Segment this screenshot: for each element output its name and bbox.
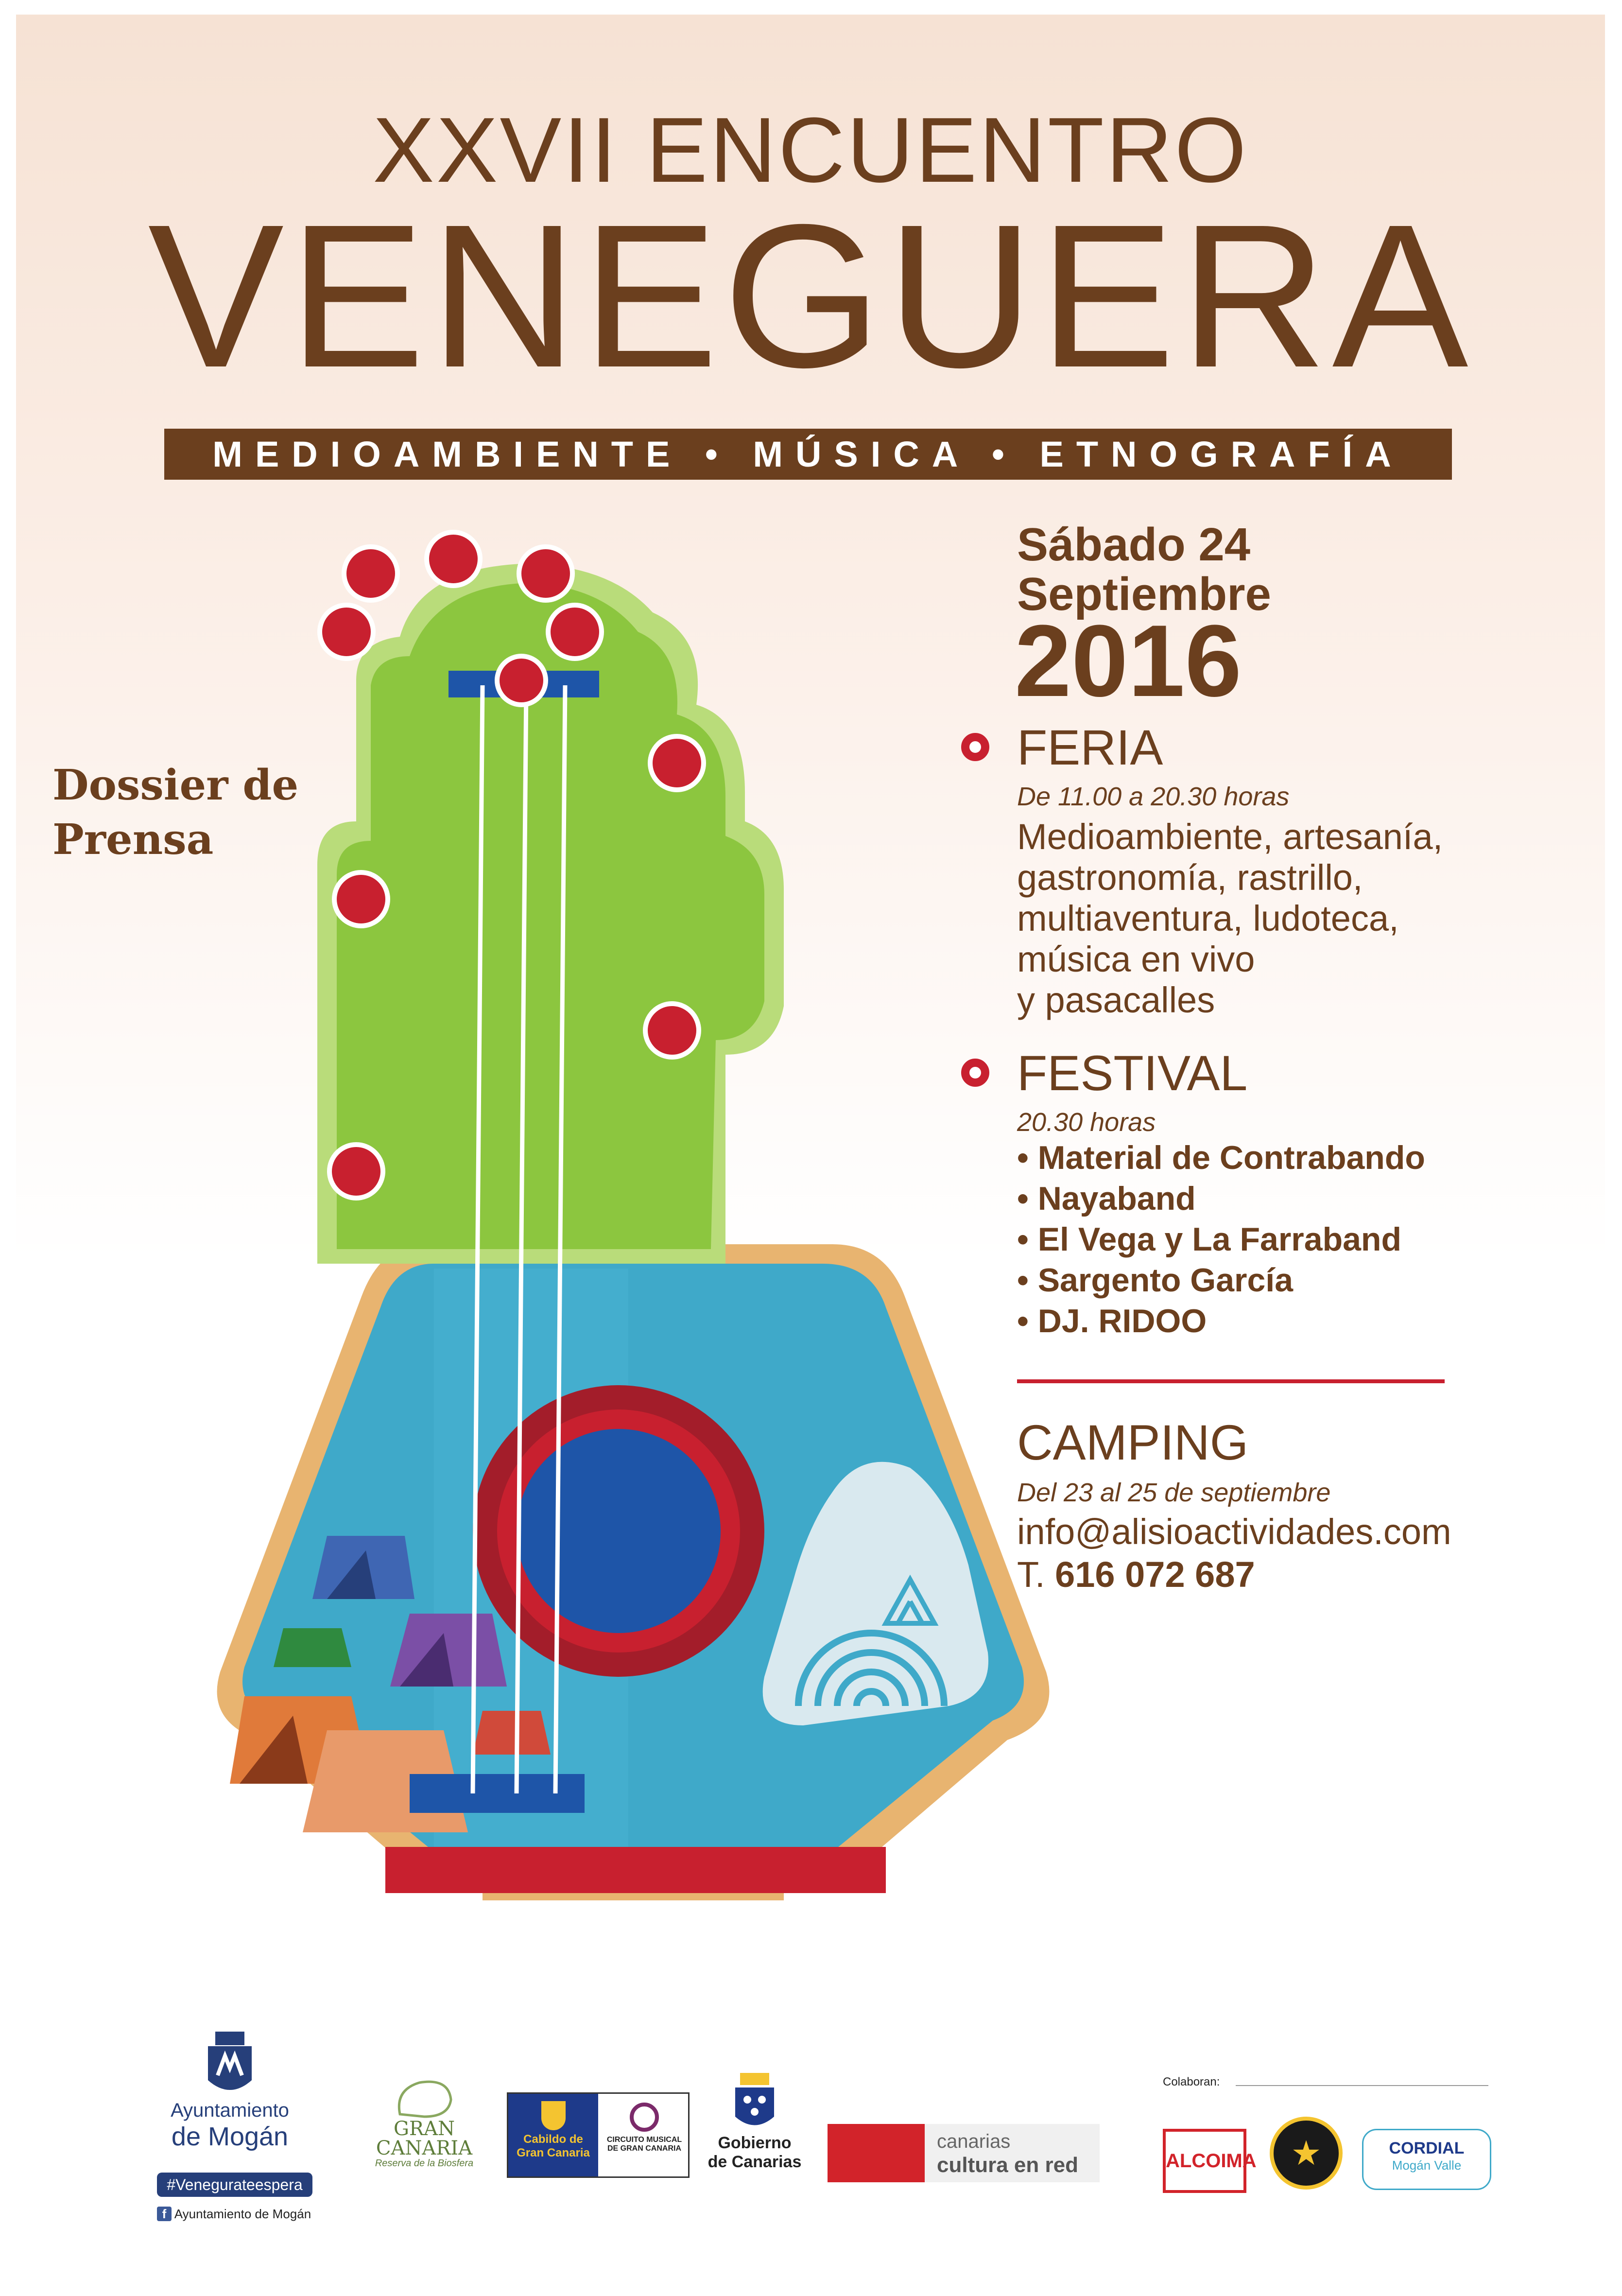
gran-canaria-line1: GRAN xyxy=(394,2118,455,2140)
circuito-line1: CIRCUITO MUSICAL xyxy=(606,2136,682,2144)
cabildo-shield-icon xyxy=(541,2101,566,2130)
phone-prefix: T. xyxy=(1017,1554,1045,1595)
facebook-label: Ayuntamiento de Mogán xyxy=(174,2207,311,2221)
phone-number: 616 072 687 xyxy=(1055,1554,1255,1595)
band-item: • Nayaband xyxy=(1017,1180,1196,1217)
colaboran-rule xyxy=(1236,2085,1488,2086)
cultura-en-red-mark-icon xyxy=(828,2124,925,2182)
festival-title: FESTIVAL xyxy=(1017,1045,1248,1101)
logo-cordial xyxy=(1362,2129,1491,2190)
themes-banner: MEDIOAMBIENTE • MÚSICA • ETNOGRAFÍA xyxy=(164,429,1452,480)
mogan-line2: de Mogán xyxy=(171,2122,289,2151)
feria-bullet-icon xyxy=(961,733,989,761)
feria-line: y pasacalles xyxy=(1017,980,1215,1020)
camping-email[interactable]: info@alisioactividades.com xyxy=(1017,1512,1451,1552)
logo-cabildo-circuito xyxy=(507,2092,690,2178)
mogan-line1: Ayuntamiento xyxy=(171,2100,289,2121)
cordial-line1: CORDIAL xyxy=(1389,2139,1465,2157)
tent-green xyxy=(274,1628,351,1667)
colaboran-label: Colaboran: xyxy=(1163,2075,1220,2088)
sound-hole xyxy=(517,1429,721,1633)
festival-lineup xyxy=(1017,1137,1425,1341)
gobierno-line1: Gobierno xyxy=(718,2134,792,2152)
feria-line: Medioambiente, artesanía, xyxy=(1017,817,1443,857)
band-item: • DJ. RIDOO xyxy=(1017,1303,1207,1339)
logo-gobierno-canarias xyxy=(701,2070,808,2172)
section-divider xyxy=(1017,1379,1445,1383)
cabildo-line1: Cabildo de xyxy=(523,2133,583,2146)
gran-canaria-sub: Reserva de la Biosfera xyxy=(375,2158,474,2169)
guitar-bridge xyxy=(410,1774,585,1813)
main-title: VENEGUERA xyxy=(148,182,1473,410)
logo-alcoima: ALCOIMA xyxy=(1163,2129,1246,2193)
band-item: • Sargento García xyxy=(1017,1262,1294,1299)
feria-title: FERIA xyxy=(1017,720,1163,775)
gran-canaria-island-icon xyxy=(390,2075,458,2119)
guitar-cactus-illustration xyxy=(172,520,1095,1900)
feria-line: gastronomía, rastrillo, xyxy=(1017,857,1363,898)
facebook-link[interactable] xyxy=(157,2207,311,2222)
cabildo-line2: Gran Canaria xyxy=(517,2146,590,2159)
camping-phone xyxy=(1017,1554,1255,1595)
camping-dates: Del 23 al 25 de septiembre xyxy=(1017,1478,1331,1507)
gran-canaria-line2: CANARIA xyxy=(376,2137,473,2159)
circuito-note-icon xyxy=(630,2103,659,2132)
guitar-base-foot xyxy=(483,1893,784,1900)
feria-line: música en vivo xyxy=(1017,939,1255,979)
cabildo-panel xyxy=(508,2094,598,2176)
date-month: Septiembre xyxy=(1017,568,1271,620)
logo-mogan xyxy=(157,2027,303,2152)
feria-activities xyxy=(1017,817,1443,1021)
festival-hours: 20.30 horas xyxy=(1017,1108,1156,1137)
circuito-line2: DE GRAN CANARIA xyxy=(607,2144,681,2153)
cordial-line2: Mogán Valle xyxy=(1392,2158,1462,2173)
feria-line: multiaventura, ludoteca, xyxy=(1017,898,1399,939)
logo-cultura-en-red xyxy=(828,2124,1100,2182)
mogan-crest-icon xyxy=(203,2027,257,2100)
band-item: • El Vega y La Farraband xyxy=(1017,1221,1401,1258)
star-badge-icon: ★ xyxy=(1270,2117,1343,2190)
sponsor-logos xyxy=(16,1998,1605,2270)
edition-title: XXVII ENCUENTRO xyxy=(373,99,1248,202)
date-year: 2016 xyxy=(1015,604,1242,718)
facebook-icon: f xyxy=(157,2207,172,2221)
feria-hours: De 11.00 a 20.30 horas xyxy=(1017,782,1290,811)
dossier-line1: Dossier de xyxy=(52,761,299,810)
circuito-panel xyxy=(601,2094,688,2176)
camping-title: CAMPING xyxy=(1017,1415,1249,1470)
hashtag-badge: #Venegurateespera xyxy=(157,2173,312,2197)
logo-gran-canaria xyxy=(366,2075,483,2169)
gobierno-line2: de Canarias xyxy=(707,2153,802,2171)
cultura-line2: cultura en red xyxy=(937,2153,1078,2177)
guitar-base-stripe xyxy=(385,1847,886,1893)
gobierno-crest-icon xyxy=(730,2070,779,2134)
cultura-line1: canarias xyxy=(937,2131,1011,2152)
band-item: • Material de Contrabando xyxy=(1017,1139,1425,1176)
date-day: Sábado 24 xyxy=(1017,519,1251,571)
festival-bullet-icon xyxy=(961,1059,989,1087)
tent-red-small xyxy=(473,1711,551,1755)
dossier-line2: Prensa xyxy=(52,815,214,864)
poster xyxy=(16,15,1605,2279)
